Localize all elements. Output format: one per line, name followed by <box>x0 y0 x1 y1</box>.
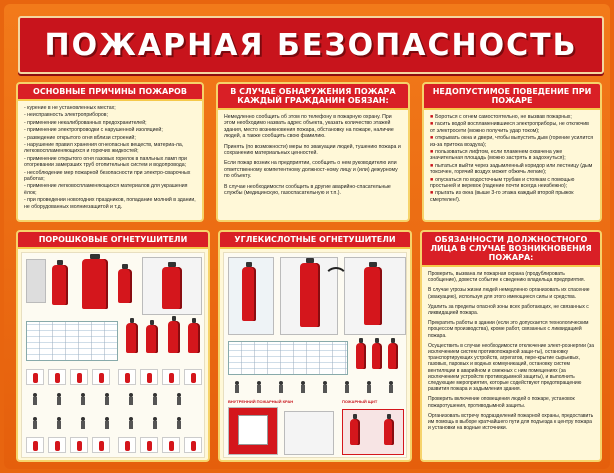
extinguisher-icon <box>372 343 382 369</box>
duties-paragraph: Проверить включение оповещения людей о пожаре, установок пожаротушения, противодымной защиты. <box>428 396 575 409</box>
list-item: ■ пользоваться лифтом, если пламенем охвачена уже значительная площадь (можно застрять в задохнуться); <box>430 149 566 162</box>
extinguisher-icon <box>350 419 360 445</box>
detection-paragraph: Если пожар возник на предприятии, сообщить о нем руководителю или ответственному компетентному должност-ному лицу и (или) дежурному по объекту. <box>224 160 398 180</box>
list-item: ■ Бороться с огнем самостоятельно, не вызвав пожарных; <box>430 114 572 120</box>
panel-powder-extinguishers <box>16 230 210 462</box>
extinguisher-icon <box>188 323 200 353</box>
fire-board-label: ПОЖАРНЫЙ ЩИТ <box>342 399 378 404</box>
list-item: ■ открывать окна и двери, чтобы выпустить дым (горение усилится из-за притока воздуха); <box>430 135 594 148</box>
list-item: ■ гасить водой воспламенившиеся электроприборы, не отключив от электросети (можно получить удар током); <box>430 121 589 134</box>
specs-table-icon <box>228 341 348 375</box>
list-item: ■ опускаться по водосточным трубам и стоякам с помощью простыней и веревок (падение почти всегда неизбежно); <box>430 176 575 190</box>
detection-paragraph: Немедленно сообщить об этом по телефону в пожарную охрану. При этом необходимо назвать адрес объекта, указать количество этажей здания, место возникновения пожара, обстановку на пожаре, наличие людей, а также сообщить свою фамилию. <box>224 114 394 140</box>
panel-official-duties <box>420 230 602 462</box>
extinguisher-icon <box>384 419 394 445</box>
extinguisher-icon <box>168 321 180 353</box>
detection-paragraph: Принять (по возможности) меры по эвакуации людей, тушению пожара и сохранению материальных ценностей. <box>224 143 401 157</box>
powder-illustration <box>21 252 205 458</box>
extinguisher-icon <box>126 323 138 353</box>
extinguisher-icon <box>388 343 398 369</box>
list-item: ■ прыгать из окна (выше 3-го этажа каждый второй прыжок смертелен!). <box>430 190 574 203</box>
behavior-list <box>430 114 594 203</box>
list-item: - применение некалиброванных предохранителей; <box>24 119 147 126</box>
extinguisher-icon <box>242 267 256 321</box>
poster-title: ПОЖАРНАЯ БЕЗОПАСНОСТЬ <box>44 27 578 63</box>
panel-co2-extinguishers <box>218 230 412 462</box>
panel-co2-heading: УГЛЕКИСЛОТНЫЕ ОГНЕТУШИТЕЛИ <box>220 232 410 249</box>
extinguisher-icon <box>364 267 382 325</box>
list-item: ■ пытаться выйти через задымленный коридор или лестницу (дым токсичен, горячий воздух может обжечь легкие); <box>430 162 593 176</box>
list-item: - несоблюдение мер пожарной безопасности при электро-сварочных работах; <box>24 169 191 183</box>
extinguisher-icon <box>162 267 182 309</box>
extinguisher-icon <box>356 343 366 369</box>
list-item: - при проведении новогодних праздников, попадание молний в здании, не оборудованных молниезащитой и т.д. <box>24 197 196 210</box>
list-item: - курение в не установленных местах; <box>24 105 116 111</box>
extinguisher-icon <box>118 269 132 303</box>
panel-fire-causes <box>16 82 204 222</box>
fire-causes-list <box>24 105 196 210</box>
title-banner <box>18 16 604 74</box>
duties-paragraph: В случае угрозы жизни людей немедленно организовать их спасение (эвакуацию), используя для этого имеющиеся силы и средства. <box>428 287 590 300</box>
specs-table-icon <box>26 321 118 361</box>
duties-paragraph: Осуществить в случае необходимости отключение элект-роэнергии (за исключением систем противопожарной защи-ты), остановку транспортирующих устройств, агрегатов, пере-крытие сырьевых, газовых, паровых и водных коммуникаций, остановку систем вентиляции в аварийном и смежных с ним помещениях (за исключением устройств противодымной защиты), и выполнить следующие мероприятия, которые содействуют предотвращению развития пожара и задымления здания. <box>428 342 594 393</box>
list-item: - разведение открытого огня вблизи строений; <box>24 134 136 141</box>
duties-paragraph: Удалить за пределы опасной зоны всех работающих, не связанных с ликвидацией пожара. <box>428 303 589 317</box>
list-item: - применение открытого огня газовых горелок в паяльных ламп при отогревании замерзших труб отопительных систем и водопровода; <box>24 155 187 169</box>
duties-paragraph: Организовать встречу подразделений пожарной охраны, предоставить им помощь в выборе кратчайшего пути для подъезда к центру пожара и установки на водные источники. <box>428 412 594 432</box>
extinguisher-icon <box>52 265 68 305</box>
panel-powder-heading: ПОРОШКОВЫЕ ОГНЕТУШИТЕЛИ <box>18 232 208 249</box>
list-item: - нарушение правил хранения огнеопасных веществ, материа-ла, легковоспламеняющихся и горючих жидкостей; <box>24 142 184 155</box>
extinguisher-icon <box>146 325 158 353</box>
detection-paragraph: В случае необходимости сообщить в другие аварийно-спасательные службы (медицинскую, газоспасательную и т.п.). <box>224 183 391 197</box>
extinguisher-icon <box>82 259 108 309</box>
panel-behavior-heading: НЕДОПУСТИМОЕ ПОВЕДЕНИЕ ПРИ ПОЖАРЕ <box>424 84 600 110</box>
panel-fire-causes-heading: ОСНОВНЫЕ ПРИЧИНЫ ПОЖАРОВ <box>18 84 202 101</box>
panel-forbidden-behavior <box>422 82 602 222</box>
duties-paragraph: Прекратить работы в здании (если это допускается технологическим процессом производства), кроме работ, связанных с ликвидацией пожара. <box>428 320 589 339</box>
panel-detection-heading: В СЛУЧАЕ ОБНАРУЖЕНИЯ ПОЖАРА КАЖДЫЙ ГРАЖДАНИН ОБЯЗАН: <box>218 84 408 110</box>
poster <box>4 4 610 469</box>
list-item: - неисправность электроприборов; <box>24 112 108 119</box>
duties-paragraph: Проверить, вызвана ли пожарная охрана (продублировать сообщение), довести событие к сведению владельца предприятия. <box>428 271 586 284</box>
co2-illustration <box>223 252 407 458</box>
extinguisher-icon <box>300 263 320 327</box>
hydrant-label: ВНУТРЕННИЙ ПОЖАРНЫЙ КРАН <box>228 399 294 404</box>
list-item: - применение электропроводки с нарушенной изоляцией; <box>24 127 163 134</box>
panel-detection-duties <box>216 82 410 222</box>
panel-duties-heading: ОБЯЗАННОСТИ ДОЛЖНОСТНОГО ЛИЦА В СЛУЧАЕ ВОЗНИКНОВЕНИЯ ПОЖАРА: <box>422 232 600 267</box>
list-item: - применение легковоспламеняющихся материалов для украшения ёлок; <box>24 183 188 196</box>
